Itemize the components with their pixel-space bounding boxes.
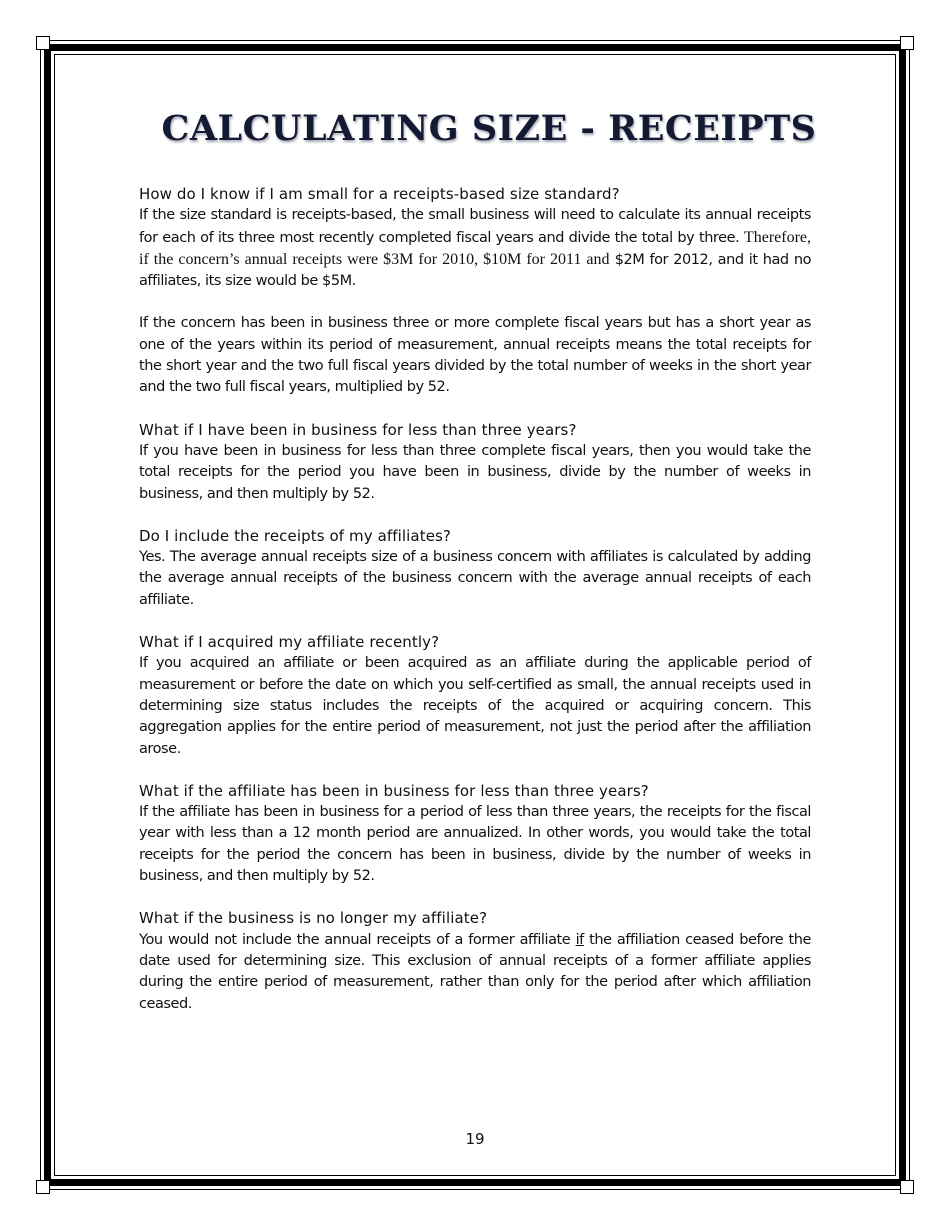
- answer-small-receipts-example: Therefore, if the concern’s annual receipts were $3M for 2010, $10M for 2011 and: [139, 228, 811, 268]
- answer-former-affiliate-after: the affiliation ceased before the date used for determining size. This exclusion of annual receipts of a former affiliate applies during the entire period of measurement, rather than only for the period after which affiliation ceased.: [139, 931, 811, 1012]
- question-affiliate-short-history: What if the affiliate has been in business for less than three years?: [139, 781, 649, 800]
- border-corner-bottom-left: [36, 1180, 50, 1194]
- answer-less-than-three-years: If you have been in business for less than three complete fiscal years, then you would take the total receipts for the period you have been in business, divide by the number of weeks in business, and then multiply by 52.: [139, 442, 811, 502]
- answer-former-affiliate-if: if: [575, 931, 584, 948]
- answer-acquired-affiliate: If you acquired an affiliate or been acquired as an affiliate during the applicable period of measurement or before the date on which you self-certified as small, the annual receipts used in determining size status includes the receipts of the acquired or acquiring concern. This aggregation applies for the entire period of measurement, not just the period after the affiliation arose.: [139, 655, 811, 757]
- answer-short-year: If the concern has been in business three or more complete fiscal years but has a short year as one of the years within its period of measurement, annual receipts means the total receipts for the short year and the two full fiscal years divided by the total number of weeks in the short year and the two full fiscal years, multiplied by 52.: [139, 315, 811, 396]
- answer-affiliate-short-history: If the affiliate has been in business for a period of less than three years, the receipts for the fiscal year with less than a 12 month period are annualized. In other words, you would take the total receipts for the period the concern has been in business, divide by the number of weeks in business, and then multiply by 52.: [139, 804, 811, 885]
- question-small-receipts: How do I know if I am small for a receipts-based size standard?: [139, 185, 620, 203]
- answer-former-affiliate: [139, 930, 811, 1015]
- border-corner-top-left: [36, 36, 50, 50]
- page-number: 19: [465, 1130, 485, 1148]
- border-corner-bottom-right: [900, 1180, 914, 1194]
- answer-small-receipts-part1: If the size standard is receipts-based, the small business will need to calculate its annual receipts for each of its three most recently completed fiscal years and divide the total by three.: [139, 207, 811, 246]
- answer-include-affiliates: Yes. The average annual receipts size of a business concern with affiliates is calculated by adding the average annual receipts of the business concern with the average annual receipts of each affiliate.: [139, 549, 811, 608]
- border-corner-top-right: [900, 36, 914, 50]
- question-former-affiliate: What if the business is no longer my affiliate?: [139, 909, 488, 928]
- answer-small-receipts: [139, 205, 811, 292]
- question-acquired-affiliate: What if I acquired my affiliate recently?: [139, 633, 440, 652]
- question-less-than-three-years: What if I have been in business for less than three years?: [139, 420, 577, 439]
- document-body: [139, 184, 811, 1015]
- answer-former-affiliate-before: You would not include the annual receipts of a former affiliate: [139, 931, 571, 948]
- question-include-affiliates: Do I include the receipts of my affiliates?: [139, 526, 451, 545]
- page-title: CALCULATING SIZE - RECEIPTS: [161, 108, 817, 149]
- answer-small-receipts-part3: $2M for 2012, and it had no affiliates, its size would be $5M.: [139, 251, 811, 290]
